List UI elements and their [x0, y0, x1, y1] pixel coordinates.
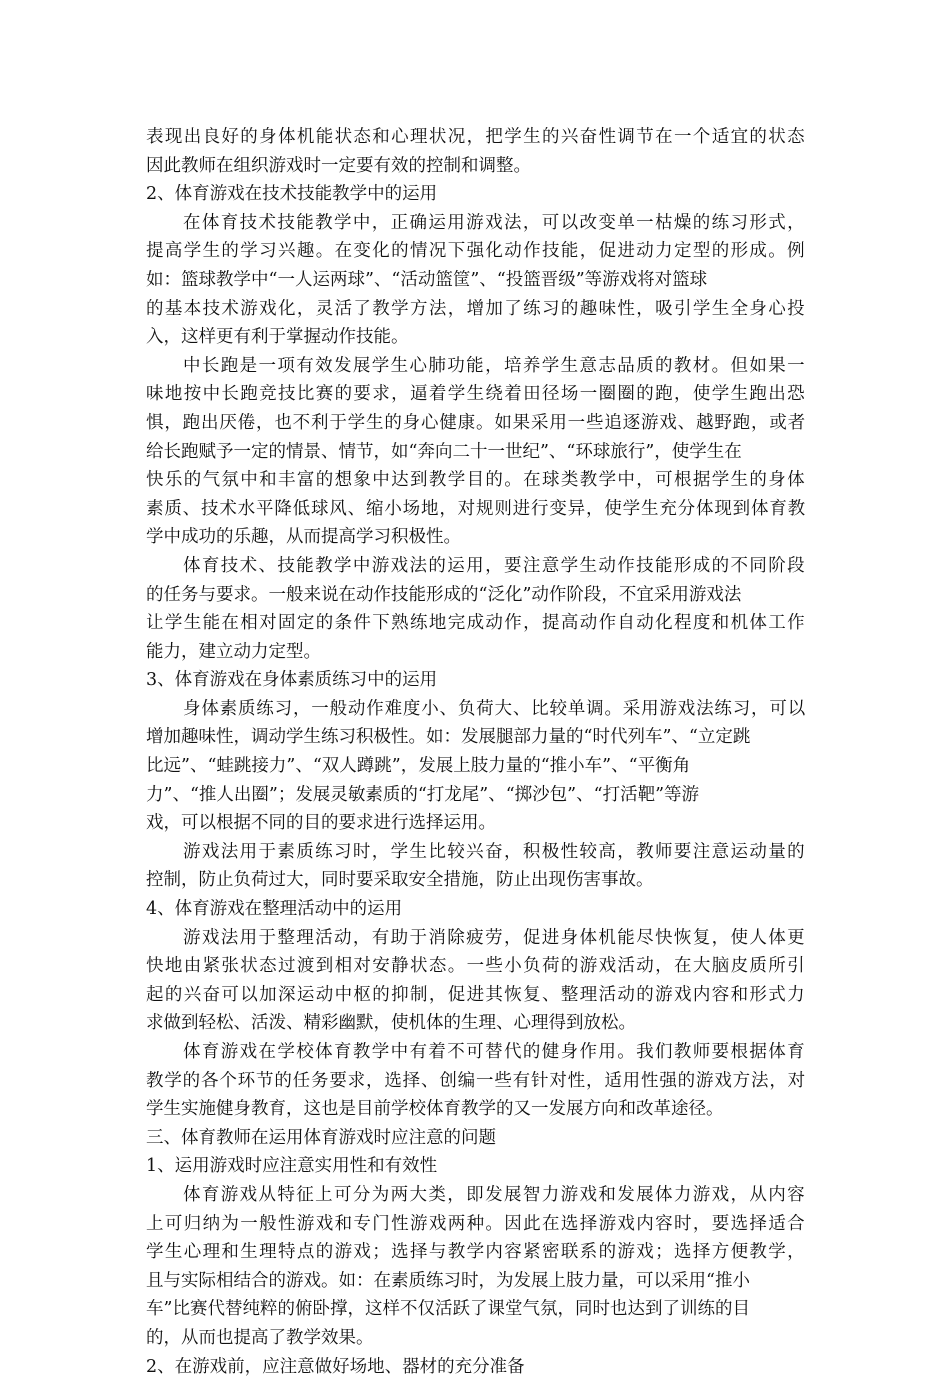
text-line: 力”、“推人出圈”；发展灵敏素质的“打龙尾”、“掷沙包”、“打活靶”等游: [146, 784, 700, 805]
text-line: 1、运用游戏时应注意实用性和有效性: [146, 1156, 438, 1177]
text-line: 快地由紧张状态过渡到相对安静状态。一些小负荷的游戏活动，在大脑皮质所引: [146, 956, 806, 977]
paragraph-first-line: 中长跑是一项有效发展学生心肺功能，培养学生意志品质的教材。但如果一: [183, 355, 807, 376]
text-line: 表现出良好的身体机能状态和心理状况，把学生的兴奋性调节在一个适宜的状态: [146, 127, 806, 147]
text-line: 教学的各个环节的任务要求，选择、创编一些有针对性，适用性强的游戏方法，对: [146, 1070, 806, 1091]
text-line: 增加趣味性，调动学生练习积极性。如：发展腿部力量的“时代列车”、“立定跳: [146, 727, 751, 748]
paragraph-first-line: 在体育技术技能教学中，正确运用游戏法，可以改变单一枯燥的练习形式，: [183, 212, 807, 233]
text-line: 让学生能在相对固定的条件下熟练地完成动作，提高动作自动化程度和机体工作: [146, 613, 806, 634]
text-line: 且与实际相结合的游戏。如：在素质练习时，为发展上肢力量，可以采用“推小: [146, 1270, 750, 1291]
document-page: [146, 123, 806, 1381]
text-line: 比远”、“蛙跳接力”、“双人蹲跳”，发展上肢力量的“推小车”、“平衡角: [146, 756, 691, 777]
text-line: 的任务与要求。一般来说在动作技能形成的“泛化”动作阶段，不宜采用游戏法: [146, 584, 742, 605]
text-line: 2、在游戏前，应注意做好场地、器材的充分准备: [146, 1356, 525, 1377]
text-line: 学生心理和生理特点的游戏；选择与教学内容紧密联系的游戏；选择方便教学，: [146, 1242, 806, 1263]
text-line: 学生实施健身教育，这也是目前学校体育教学的又一发展方向和改革途径。: [146, 1099, 724, 1120]
paragraph-first-line: 体育游戏在学校体育教学中有着不可替代的健身作用。我们教师要根据体育: [183, 1042, 807, 1062]
text-line: 味地按中长跑竞技比赛的要求，逼着学生绕着田径场一圈圈的跑，使学生跑出恐: [146, 384, 806, 405]
text-line: 上可归纳为一般性游戏和专门性游戏两种。因此在选择游戏内容时，要选择适合: [146, 1213, 806, 1234]
text-line: 因此教师在组织游戏时一定要有效的控制和调整。: [146, 155, 531, 176]
paragraph-first-line: 游戏法用于素质练习时，学生比较兴奋，积极性较高，教师要注意运动量的: [183, 841, 807, 862]
text-line: 求做到轻松、活泼、精彩幽默，使机体的生理、心理得到放松。: [146, 1013, 636, 1034]
text-line: 2、体育游戏在技术技能教学中的运用: [146, 184, 438, 205]
text-line: 控制，防止负荷过大，同时要采取安全措施，防止出现伤害事故。: [146, 870, 654, 891]
text-line: 学中成功的乐趣，从而提高学习积极性。: [146, 527, 461, 548]
paragraph-first-line: 体育技术、技能教学中游戏法的运用，要注意学生动作技能形成的不同阶段: [183, 555, 807, 576]
text-line: 惧，跑出厌倦，也不利于学生的身心健康。如果采用一些追逐游戏、越野跑，或者: [146, 412, 806, 433]
text-line: 入，这样更有利于掌握动作技能。: [146, 327, 409, 348]
text-line: 3、体育游戏在身体素质练习中的运用: [146, 670, 438, 691]
paragraph-first-line: 体育游戏从特征上可分为两大类，即发展智力游戏和发展体力游戏，从内容: [183, 1184, 807, 1205]
text-line: 能力，建立动力定型。: [146, 641, 321, 662]
text-line: 的基本技术游戏化，灵活了教学方法，增加了练习的趣味性，吸引学生全身心投: [146, 298, 806, 319]
text-line: 三、体育教师在运用体育游戏时应注意的问题: [146, 1127, 496, 1148]
text-line: 车”比赛代替纯粹的俯卧撑，这样不仅活跃了课堂气氛，同时也达到了训练的目: [146, 1299, 750, 1320]
text-line: 起的兴奋可以加深运动中枢的抑制，促进其恢复、整理活动的游戏内容和形式力: [146, 984, 806, 1005]
text-line: 4、体育游戏在整理活动中的运用: [146, 899, 403, 920]
text-line: 如：篮球教学中“一人运两球”、“活动篮筐”、“投篮晋级”等游戏将对篮球: [146, 269, 708, 290]
paragraph-first-line: 游戏法用于整理活动，有助于消除疲劳，促进身体机能尽快恢复，使人体更: [183, 927, 807, 948]
text-line: 戏，可以根据不同的目的要求进行选择运用。: [146, 813, 496, 834]
text-line: 提高学生的学习兴趣。在变化的情况下强化动作技能，促进动力定型的形成。例: [146, 241, 806, 262]
paragraph-first-line: 身体素质练习，一般动作难度小、负荷大、比较单调。采用游戏法练习，可以: [183, 698, 807, 719]
text-line: 素质、技术水平降低球风、缩小场地，对规则进行变异，使学生充分体现到体育教: [146, 498, 806, 519]
text-line: 给长跑赋予一定的情景、情节，如“奔向二十一世纪”、“环球旅行”，使学生在: [146, 441, 742, 462]
text-line: 的，从而也提高了教学效果。: [146, 1327, 374, 1348]
text-line: 快乐的气氛中和丰富的想象中达到教学目的。在球类教学中，可根据学生的身体: [146, 470, 806, 491]
